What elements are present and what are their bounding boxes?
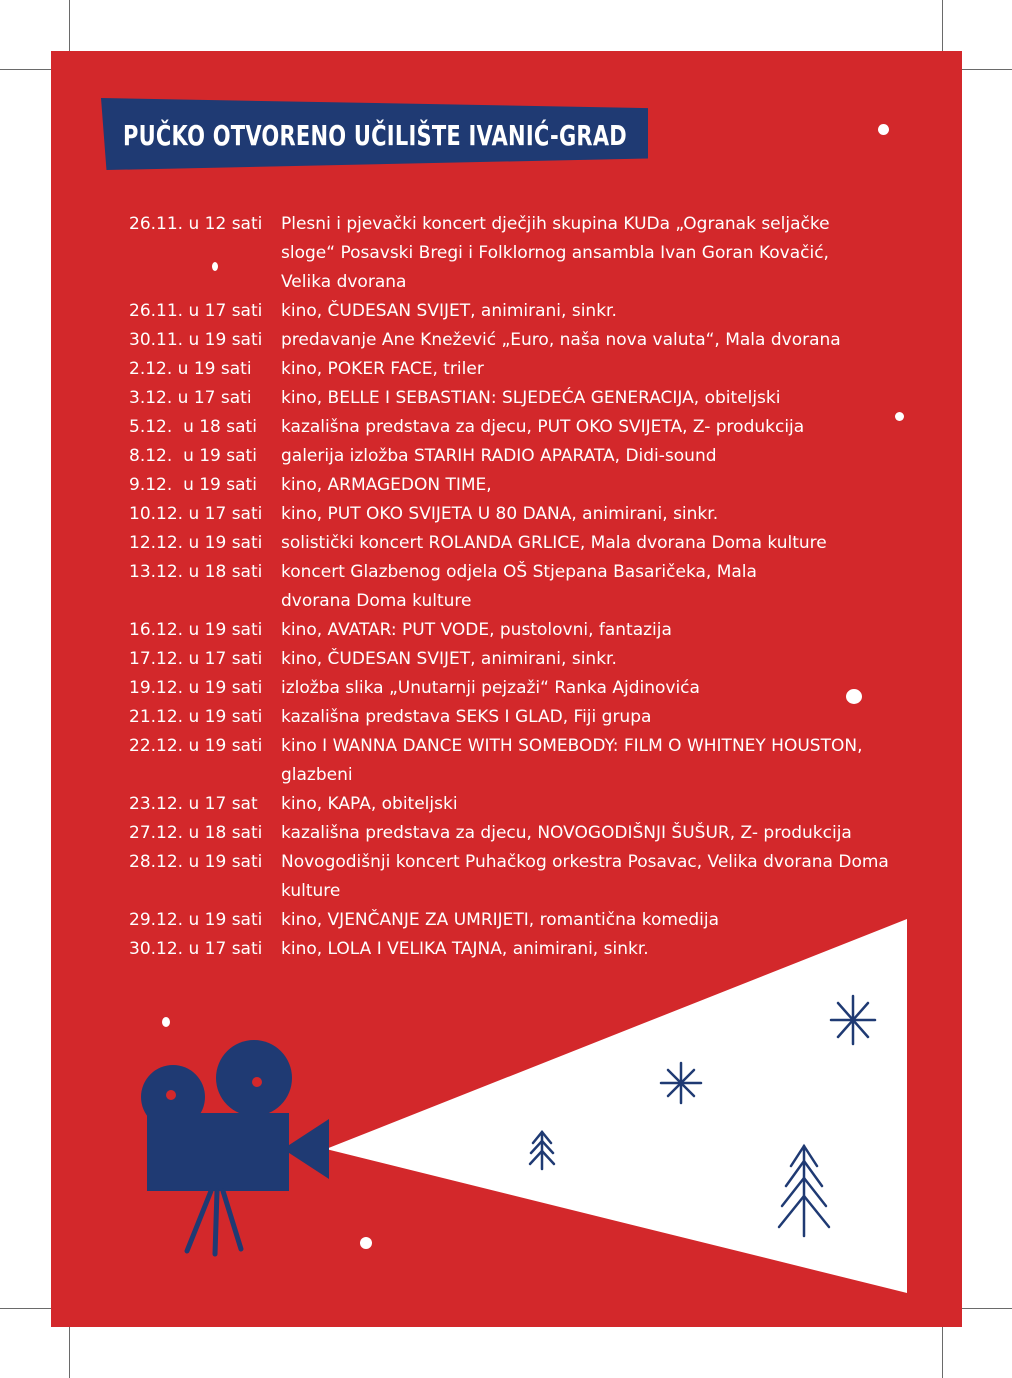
event-description: kino, POKER FACE, triler [281, 359, 484, 379]
snowflake-icon [831, 996, 875, 1044]
event-date: 19.12. u 19 sati [129, 678, 263, 698]
page-title: PUČKO OTVORENO UČILIŠTE IVANIĆ-GRAD [123, 119, 627, 152]
crop-mark [942, 1327, 943, 1378]
event-description: kino, ČUDESAN SVIJET, animirani, sinkr. [281, 301, 617, 321]
event-description: kino I WANNA DANCE WITH SOMEBODY: FILM O WHITNEY HOUSTON, glazbeni [281, 736, 863, 785]
projector-beam [326, 919, 907, 1293]
event-date: 3.12. u 17 sati [129, 388, 252, 408]
event-date: 2.12. u 19 sati [129, 359, 252, 379]
event-date: 10.12. u 17 sati [129, 504, 263, 524]
event-date: 17.12. u 17 sati [129, 649, 263, 669]
event-date: 29.12. u 19 sati [129, 910, 263, 930]
event-description: kino, AVATAR: PUT VODE, pustolovni, fantazija [281, 620, 672, 640]
event-description: kino, ARMAGEDON TIME, [281, 475, 492, 495]
event-description: koncert Glazbenog odjela OŠ Stjepana Basaričeka, Mala dvorana Doma kulture [281, 562, 757, 611]
event-description: kino, PUT OKO SVIJETA U 80 DANA, animirani, sinkr. [281, 504, 719, 524]
event-description: kazališna predstava za djecu, PUT OKO SVIJETA, Z- produkcija [281, 417, 805, 437]
event-description: kino, VJENČANJE ZA UMRIJETI, romantična komedija [281, 910, 720, 930]
event-description: Plesni i pjevački koncert dječjih skupina KUDa „Ogranak seljačke sloge“ Posavski Bregi i Folklornog ansambla Ivan Goran Kovačić, Velika dvorana [281, 214, 830, 292]
event-description: galerija izložba STARIH RADIO APARATA, Didi-sound [281, 446, 717, 466]
event-description: kino, KAPA, obiteljski [281, 794, 458, 814]
event-date: 26.11. u 12 sati [129, 214, 263, 234]
event-date: 8.12. u 19 sati [129, 446, 257, 466]
event-description: predavanje Ane Knežević „Euro, naša nova valuta“, Mala dvorana [281, 330, 841, 350]
film-camera-icon [141, 1040, 329, 1254]
event-date: 23.12. u 17 sat [129, 794, 258, 814]
event-description: kino, ČUDESAN SVIJET, animirani, sinkr. [281, 649, 617, 669]
event-date: 12.12. u 19 sati [129, 533, 263, 553]
event-description: kazališna predstava za djecu, NOVOGODIŠNJI ŠUŠUR, Z- produkcija [281, 823, 852, 843]
event-date: 16.12. u 19 sati [129, 620, 263, 640]
crop-mark [0, 1308, 51, 1309]
event-date: 5.12. u 18 sati [129, 417, 257, 437]
event-date: 21.12. u 19 sati [129, 707, 263, 727]
cinema-illustration [51, 51, 962, 1327]
crop-mark [962, 69, 1012, 70]
event-description: Novogodišnji koncert Puhačkog orkestra Posavac, Velika dvorana Doma kulture [281, 852, 889, 901]
event-date: 13.12. u 18 sati [129, 562, 263, 582]
crop-mark [942, 0, 943, 51]
crop-mark [69, 1327, 70, 1378]
event-date: 30.11. u 19 sati [129, 330, 263, 350]
event-description: kazališna predstava SEKS I GLAD, Fiji grupa [281, 707, 652, 727]
poster-sheet [51, 51, 962, 1327]
event-date: 22.12. u 19 sati [129, 736, 263, 756]
event-date: 26.11. u 17 sati [129, 301, 263, 321]
event-date: 30.12. u 17 sati [129, 939, 263, 959]
event-date: 27.12. u 18 sati [129, 823, 263, 843]
crop-mark [0, 69, 51, 70]
event-description: izložba slika „Unutarnji pejzaži“ Ranka Ajdinovića [281, 678, 700, 698]
crop-mark [962, 1308, 1012, 1309]
event-date: 28.12. u 19 sati [129, 852, 263, 872]
event-description: solistički koncert ROLANDA GRLICE, Mala dvorana Doma kulture [281, 533, 827, 553]
crop-mark [69, 0, 70, 51]
event-description: kino, BELLE I SEBASTIAN: SLJEDEĆA GENERACIJA, obiteljski [281, 388, 781, 408]
event-date: 9.12. u 19 sati [129, 475, 257, 495]
event-description: kino, LOLA I VELIKA TAJNA, animirani, sinkr. [281, 939, 649, 959]
